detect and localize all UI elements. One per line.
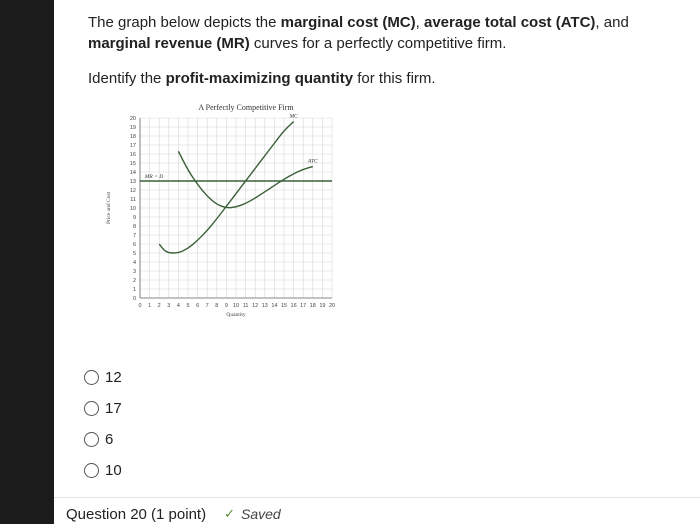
y-tick-label: 4	[132, 260, 136, 266]
question-text-part: The graph below depicts the	[88, 14, 281, 31]
term-mc: marginal cost (MC)	[280, 14, 416, 31]
x-axis-label: Quantity	[226, 312, 246, 318]
option-3[interactable]	[84, 455, 122, 486]
x-tick-label: 19	[319, 303, 326, 309]
y-tick-label: 15	[129, 161, 136, 167]
y-tick-label: 20	[129, 116, 136, 122]
series-mc-label: MC	[289, 113, 298, 120]
option-label: 10	[105, 462, 122, 479]
y-tick-label: 8	[132, 224, 136, 230]
check-icon: ✓	[224, 506, 235, 521]
x-tick-label: 3	[167, 303, 171, 309]
x-tick-label: 13	[261, 303, 268, 309]
y-tick-label: 5	[132, 251, 136, 257]
y-tick-label: 1	[132, 287, 136, 293]
x-tick-label: 7	[205, 303, 209, 309]
x-tick-label: 10	[232, 303, 240, 309]
y-tick-label: 17	[129, 143, 136, 149]
question-text	[88, 12, 648, 54]
option-2[interactable]	[84, 424, 122, 455]
answer-options	[84, 362, 122, 486]
question-text-part: curves for a perfectly competitive firm.	[249, 35, 507, 52]
option-label: 12	[105, 369, 122, 386]
saved-status	[224, 506, 281, 522]
option-0[interactable]	[84, 362, 122, 393]
radio-button[interactable]	[84, 370, 99, 385]
question-text-part: ,	[415, 14, 424, 31]
radio-button[interactable]	[84, 432, 99, 447]
x-tick-label: 15	[280, 303, 288, 309]
radio-button[interactable]	[84, 401, 99, 416]
question-prompt	[88, 68, 648, 89]
chart-title: A Perfectly Competitive Firm	[198, 103, 294, 112]
y-tick-label: 9	[132, 215, 136, 221]
series-mr-d-label: MR = D	[144, 174, 164, 180]
y-tick-label: 0	[132, 296, 136, 302]
y-tick-label: 7	[132, 233, 136, 239]
y-tick-label: 2	[132, 278, 136, 284]
x-tick-label: 12	[252, 303, 259, 309]
option-label: 6	[105, 431, 114, 448]
cost-chart	[82, 98, 352, 323]
x-tick-label: 11	[242, 303, 249, 309]
series-atc-label: ATC	[307, 158, 318, 165]
x-tick-label: 5	[186, 303, 190, 309]
term-atc: average total cost (ATC)	[423, 14, 596, 31]
option-label: 17	[105, 400, 122, 417]
x-tick-label: 1	[148, 303, 152, 309]
y-tick-label: 13	[129, 179, 136, 185]
prompt-part: for this firm.	[353, 70, 436, 87]
y-tick-label: 3	[132, 269, 136, 275]
y-tick-label: 19	[129, 125, 136, 131]
term-mr: marginal revenue (MR)	[88, 35, 250, 52]
y-tick-label: 11	[130, 197, 136, 203]
option-1[interactable]	[84, 393, 122, 424]
y-tick-label: 18	[129, 134, 136, 140]
chart-container	[82, 98, 352, 323]
x-tick-label: 4	[176, 303, 180, 309]
quiz-screen	[54, 0, 700, 524]
radio-button[interactable]	[84, 463, 99, 478]
x-tick-label: 6	[196, 303, 200, 309]
y-tick-label: 10	[129, 206, 136, 212]
x-tick-label: 0	[138, 303, 142, 309]
y-tick-label: 16	[129, 152, 136, 158]
y-tick-label: 12	[129, 188, 136, 194]
question-text-part: , and	[595, 14, 629, 31]
prompt-part: Identify the	[88, 70, 166, 87]
x-tick-label: 17	[300, 303, 307, 309]
x-tick-label: 8	[215, 303, 219, 309]
saved-label: Saved	[241, 506, 281, 522]
x-tick-label: 20	[328, 303, 336, 309]
x-tick-label: 18	[309, 303, 316, 309]
x-tick-label: 14	[271, 303, 278, 309]
question-number: Question 20 (1 point)	[66, 505, 207, 523]
x-tick-label: 16	[290, 303, 297, 309]
y-tick-label: 6	[132, 242, 136, 248]
footer-divider	[54, 497, 700, 498]
y-axis-label: Price and Cost	[106, 191, 112, 225]
question-footer	[66, 504, 686, 524]
y-tick-label: 14	[129, 170, 136, 176]
x-tick-label: 9	[224, 303, 228, 309]
x-tick-label: 2	[157, 303, 161, 309]
prompt-emphasis: profit-maximizing quantity	[165, 70, 354, 87]
